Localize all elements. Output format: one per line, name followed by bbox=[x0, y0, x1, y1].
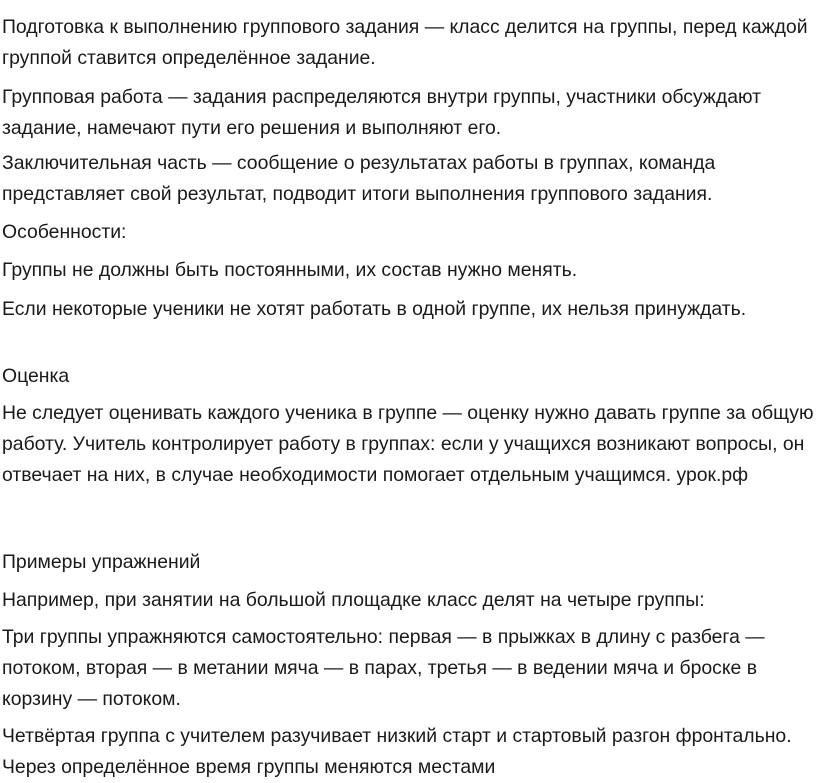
heading-features: Особенности: bbox=[2, 221, 127, 243]
heading-assessment: Оценка bbox=[2, 365, 70, 387]
paragraph-no-forcing: Если некоторые ученики не хотят работать в одной группе, их нельзя принуждать. bbox=[2, 298, 747, 320]
heading-exercise-examples: Примеры упражнений bbox=[2, 551, 201, 573]
paragraph-final-part: Заключительная часть — сообщение о результатах работы в группах, команда представляет свой результат, подводит итоги выполнения группового задания. bbox=[2, 152, 716, 205]
paragraph-assessment-text: Не следует оценивать каждого ученика в группе — оценку нужно давать группе за общую работу. Учитель контролирует работу в группах: если у учащихся возникают вопросы, он отвечает на них, в случае необходимости помогает отдельным учащимся. урок.рф bbox=[2, 402, 814, 486]
paragraph-groups-not-permanent: Группы не должны быть постоянными, их состав нужно менять. bbox=[2, 259, 578, 281]
paragraph-three-groups: Три группы упражняются самостоятельно: первая — в прыжках в длину с разбега — потоком, вторая — в метании мяча — в парах, третья — в ведении мяча и броске в корзину — потоком. bbox=[2, 626, 765, 710]
paragraph-fourth-group: Четвёртая группа с учителем разучивает низкий старт и стартовый разгон фронтально. Через определённое время группы меняются местами bbox=[2, 725, 792, 778]
paragraph-group-task-preparation: Подготовка к выполнению группового задания — класс делится на группы, перед каждой группой ставится определённое задание. bbox=[2, 16, 808, 69]
paragraph-group-work: Групповая работа — задания распределяются внутри группы, участники обсуждают задание, намечают пути его решения и выполняют его. bbox=[2, 86, 761, 139]
paragraph-four-groups: Например, при занятии на большой площадке класс делят на четыре группы: bbox=[2, 589, 705, 611]
